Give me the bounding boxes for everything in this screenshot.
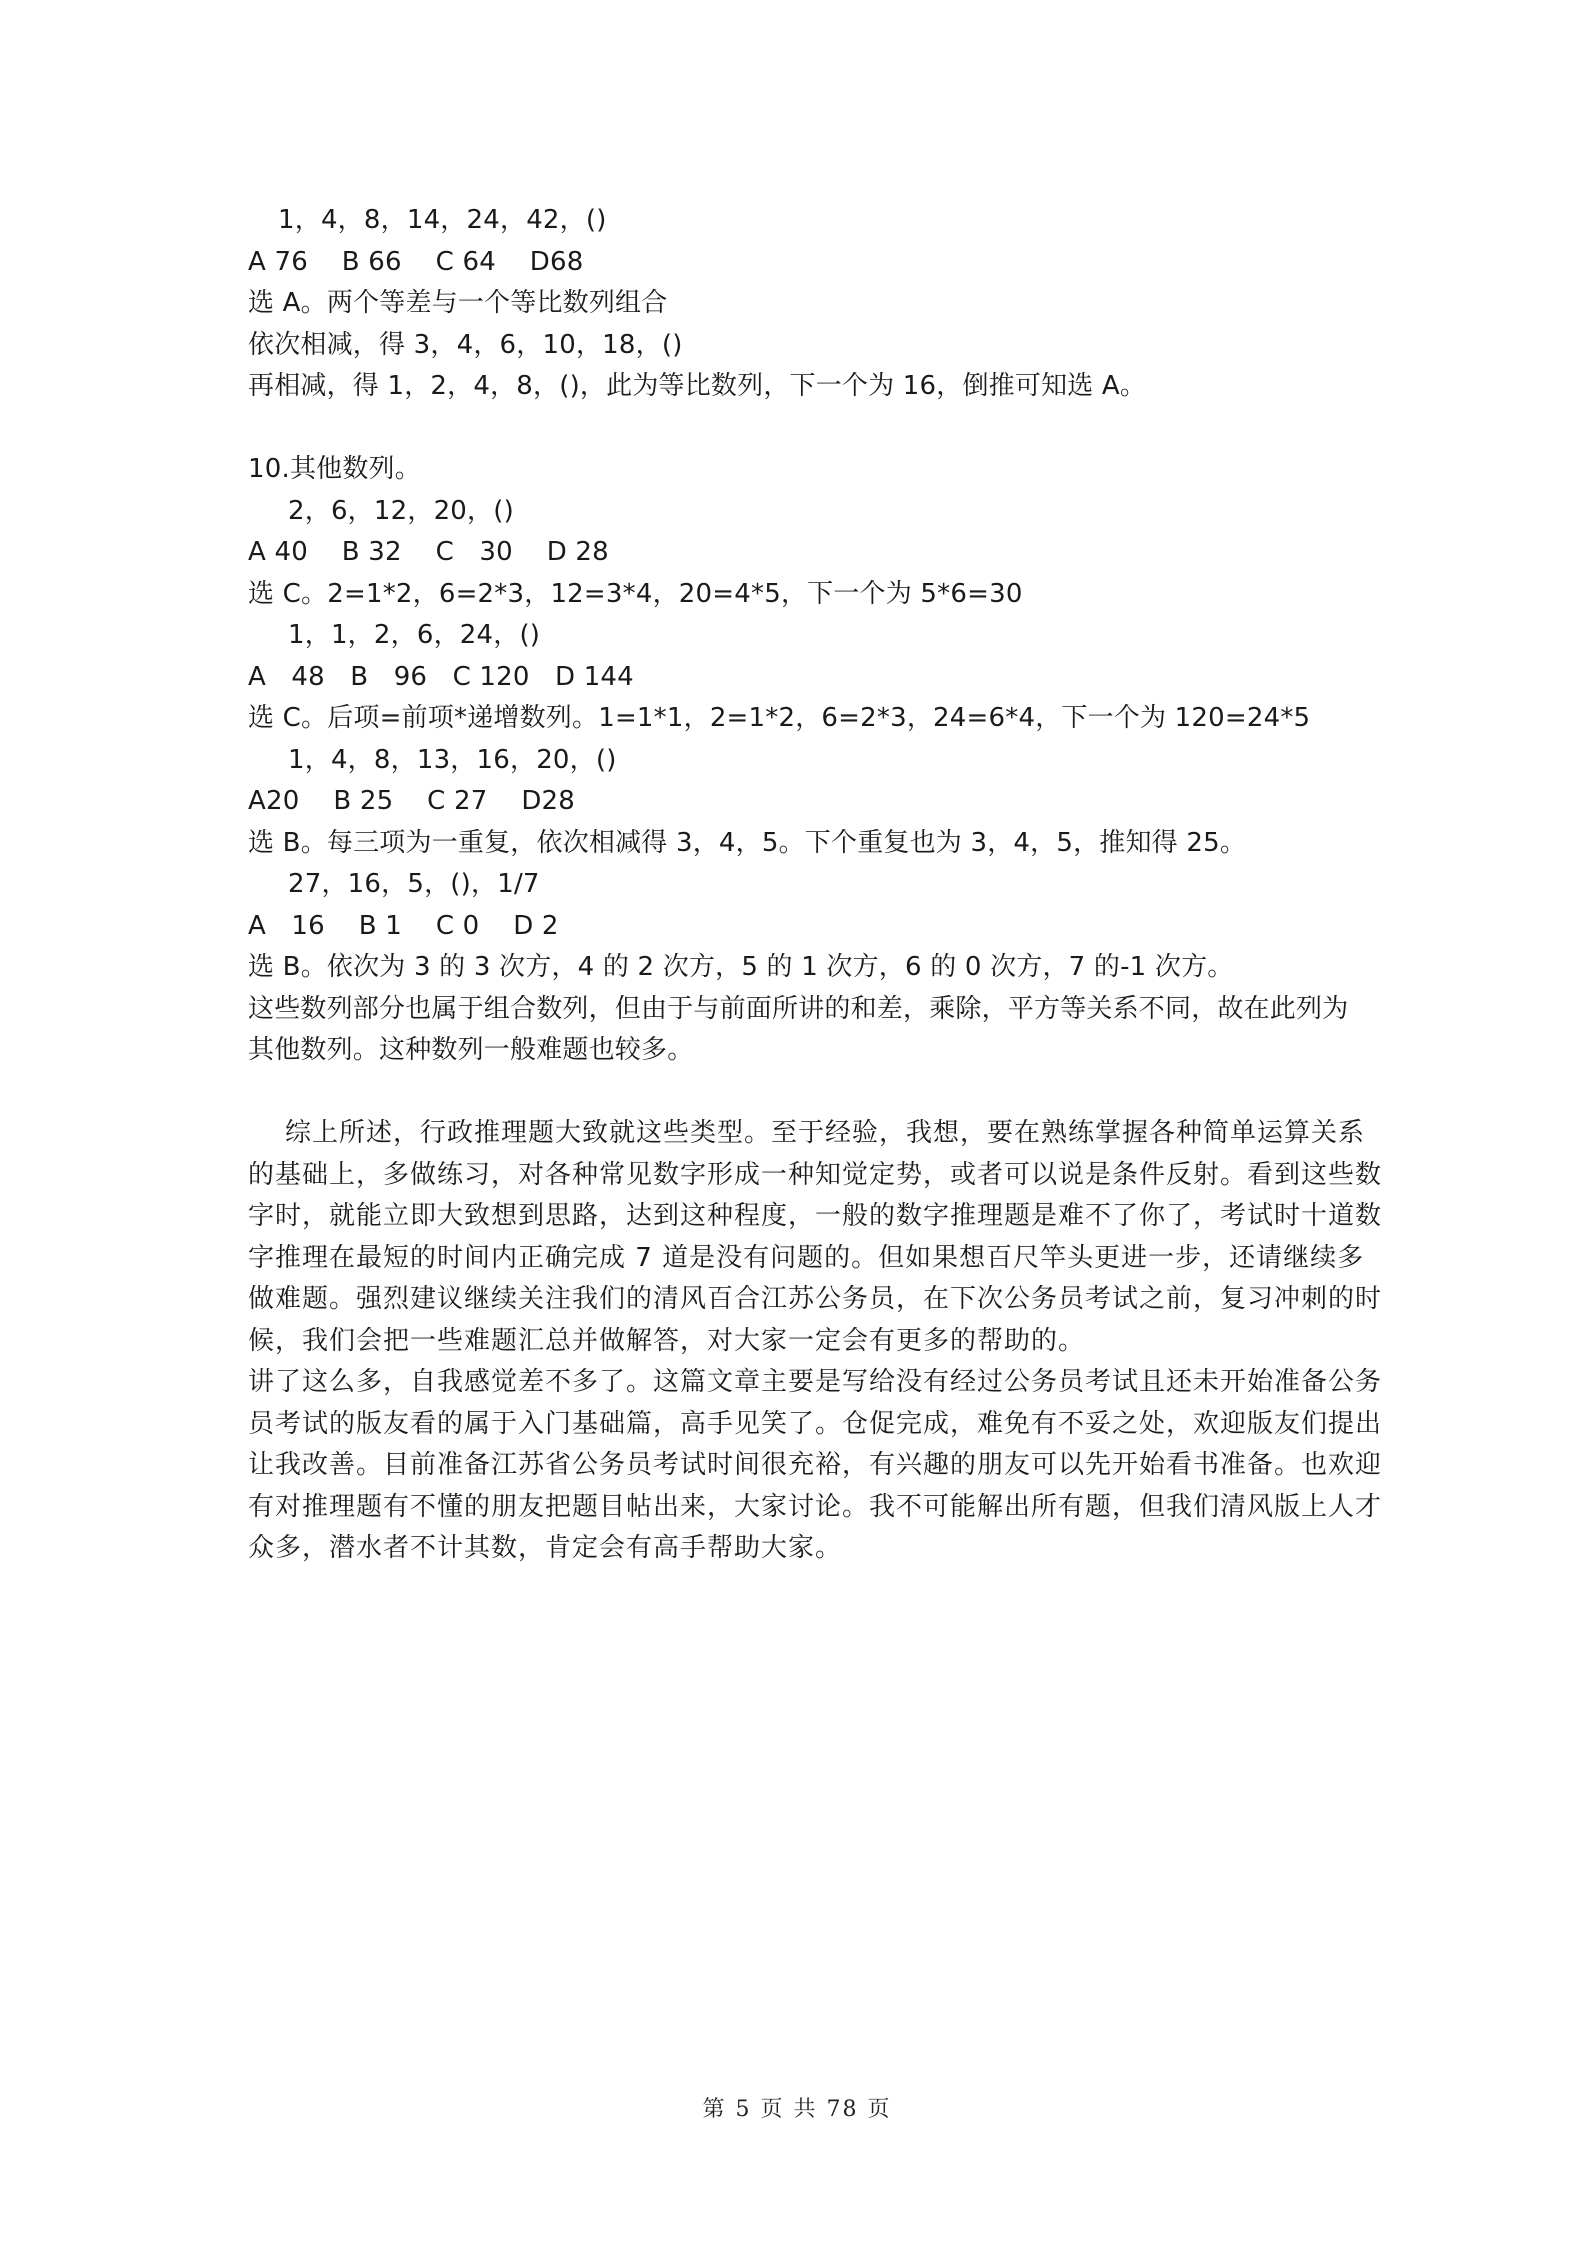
paragraph-line: 员考试的版友看的属于入门基础篇，高手见笑了。仓促完成，难免有不妥之处，欢迎版友们提出: [248, 1408, 1383, 1439]
note-line: 这些数列部分也属于组合数列，但由于与前面所讲的和差，乘除，平方等关系不同，故在此列为: [248, 993, 1349, 1024]
question-line: 1，1，2，6，24，(): [288, 620, 541, 650]
note-line: 其他数列。这种数列一般难题也较多。: [248, 1035, 694, 1065]
question-line: 27，16，5，()，1/7: [288, 869, 540, 899]
closing-paragraph: [248, 1362, 1383, 1570]
spacer: [248, 1072, 1358, 1114]
question-line: 2，6，12，20，(): [288, 495, 514, 526]
answer-line: 选 B。依次为 3 的 3 次方，4 的 2 次方，5 的 1 次方，6 的 0 次方，7 的-1 次方。: [248, 952, 1234, 982]
summary-paragraph: [248, 1113, 1383, 1362]
options-line: A 76 B 66 C 64 D68: [248, 246, 584, 277]
paragraph-line: 讲了这么多，自我感觉差不多了。这篇文章主要是写给没有经过公务员考试且还未开始准备公务: [248, 1367, 1383, 1397]
document-body: [248, 200, 1383, 1570]
paragraph-line: 的基础上，多做练习，对各种常见数字形成一种知觉定势，或者可以说是条件反射。看到这些数: [248, 1159, 1383, 1190]
paragraph-line: 做难题。强烈建议继续关注我们的清风百合江苏公务员，在下次公务员考试之前，复习冲刺的时: [248, 1284, 1383, 1314]
section-heading: 10.其他数列。: [248, 454, 421, 484]
options-line: A 40 B 32 C 30 D 28: [248, 537, 609, 567]
explanation-line: 依次相减，得 3，4，6，10，18，(): [248, 329, 683, 360]
spacer: [248, 408, 1358, 450]
paragraph-line: 候，我们会把一些难题汇总并做解答，对大家一定会有更多的帮助的。: [248, 1325, 1086, 1356]
answer-line: 选 C。2=1*2，6=2*3，12=3*4，20=4*5，下一个为 5*6=30: [248, 578, 1023, 609]
answer-line: 选 B。每三项为一重复，依次相减得 3，4，5。下个重复也为 3，4，5，推知得 25。: [248, 827, 1247, 858]
question-line: 1，4，8，14，24，42，(): [278, 205, 607, 235]
paragraph-line: 综上所述，行政推理题大致就这些类型。至于经验，我想，要在熟练掌握各种简单运算关系: [248, 1118, 1366, 1148]
options-line: A20 B 25 C 27 D28: [248, 786, 576, 816]
paragraph-line: 让我改善。目前准备江苏省公务员考试时间很充裕，有兴趣的朋友可以先开始看书准备。也欢迎: [248, 1450, 1383, 1480]
answer-line: 选 C。后项=前项*递增数列。1=1*1，2=1*2，6=2*3，24=6*4，下一个为 120=24*5: [248, 703, 1311, 733]
options-line: A 48 B 96 C 120 D 144: [248, 661, 634, 692]
page-number: 第 5 页 共 78 页: [702, 2097, 892, 2122]
paragraph-line: 字推理在最短的时间内正确完成 7 道是没有问题的。但如果想百尺竿头更进一步，还请继续多: [248, 1242, 1365, 1273]
answer-line: 选 A。两个等差与一个等比数列组合: [248, 288, 668, 318]
question-line: 1，4，8，13，16，20，(): [288, 744, 617, 775]
paragraph-line: 字时，就能立即大致想到思路，达到这种程度，一般的数字推理题是难不了你了，考试时十道数: [248, 1201, 1383, 1231]
paragraph-line: 有对推理题有不懂的朋友把题目帖出来，大家讨论。我不可能解出所有题，但我们清风版上人才: [248, 1491, 1383, 1522]
explanation-line: 再相减，得 1，2，4，8，()，此为等比数列，下一个为 16，倒推可知选 A。: [248, 371, 1147, 401]
options-line: A 16 B 1 C 0 D 2: [248, 910, 559, 941]
paragraph-line: 众多，潜水者不计其数，肯定会有高手帮助大家。: [248, 1533, 843, 1563]
